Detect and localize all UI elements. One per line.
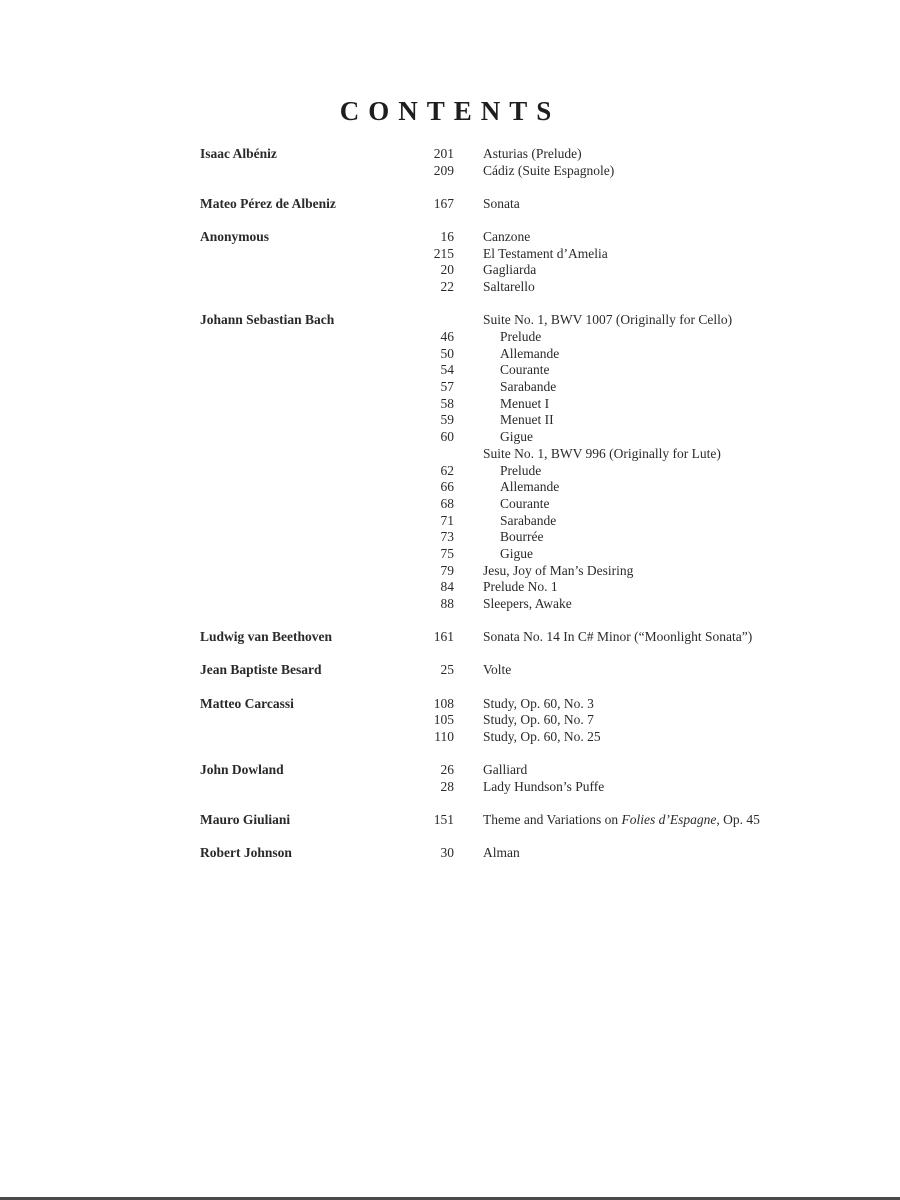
toc-entry[interactable]: [0, 346, 900, 363]
toc-entry[interactable]: [0, 579, 900, 596]
toc-entry[interactable]: [0, 779, 900, 796]
work-title: Sonata: [483, 195, 520, 211]
page-number: 20: [440, 262, 454, 278]
page-number: 201: [433, 146, 454, 161]
work-title: Prelude: [500, 462, 542, 478]
toc-entry[interactable]: [0, 729, 900, 746]
toc-entry[interactable]: [0, 463, 900, 480]
work-title: Prelude No. 1: [483, 579, 558, 595]
composer-group: [0, 229, 900, 296]
page-number: 50: [440, 345, 454, 361]
toc-entry[interactable]: [0, 279, 900, 296]
composer-name: Mateo Pérez de Albeniz: [200, 195, 336, 211]
page-number: 22: [440, 279, 454, 295]
work-title: Menuet I: [500, 395, 550, 411]
work-title: Gigue: [500, 545, 533, 561]
page-number: 73: [440, 529, 454, 545]
page-number: 167: [433, 195, 454, 211]
page-number: 75: [440, 545, 454, 561]
work-title: Bourrée: [500, 529, 544, 545]
work-title-part: , Op. 45: [716, 812, 760, 827]
composer-group: [0, 146, 900, 179]
work-title: Study, Op. 60, No. 25: [483, 728, 601, 744]
toc-entry[interactable]: [0, 812, 900, 829]
page-number: 60: [440, 429, 454, 445]
work-title: Menuet II: [500, 412, 554, 428]
page-number: 58: [440, 395, 454, 411]
toc-entry[interactable]: [0, 396, 900, 413]
toc-entry[interactable]: [0, 262, 900, 279]
work-title: Suite No. 1, BWV 996 (Originally for Lute): [483, 445, 721, 461]
toc-entry[interactable]: [0, 529, 900, 546]
work-title: Prelude: [500, 329, 542, 344]
toc-entry[interactable]: [0, 362, 900, 379]
toc-entry[interactable]: [0, 596, 900, 613]
composer-group: [0, 812, 900, 829]
table-of-contents: [0, 146, 900, 878]
work-title: Sarabande: [500, 512, 557, 528]
toc-entry[interactable]: [0, 329, 900, 346]
page-number: 46: [440, 329, 454, 344]
toc-entry[interactable]: [0, 312, 900, 329]
toc-entry[interactable]: [0, 546, 900, 563]
composer-name: Mauro Giuliani: [200, 812, 291, 827]
toc-entry[interactable]: [0, 479, 900, 496]
composer-name: Robert Johnson: [200, 845, 292, 861]
work-title: Lady Hundson’s Puffe: [483, 778, 605, 794]
page-number: 151: [433, 812, 454, 827]
composer-group: [0, 629, 900, 646]
work-title: Gigue: [500, 429, 533, 445]
toc-entry[interactable]: [0, 845, 900, 862]
work-title-italic-part: Folies d’Espagne: [621, 812, 717, 827]
toc-entry[interactable]: [0, 696, 900, 713]
work-title: Gagliarda: [483, 262, 537, 278]
work-title: Cádiz (Suite Espagnole): [483, 162, 615, 178]
page-number: 28: [440, 778, 454, 794]
page-number: 16: [440, 229, 454, 245]
work-title: Courante: [500, 362, 550, 378]
toc-entry[interactable]: [0, 246, 900, 263]
work-title: Study, Op. 60, No. 7: [483, 712, 594, 728]
page-number: 215: [433, 245, 454, 261]
page-number: 57: [440, 379, 454, 395]
page-number: 68: [440, 495, 454, 511]
page-number: 26: [440, 762, 454, 778]
composer-name: Johann Sebastian Bach: [200, 312, 335, 328]
work-title: Jesu, Joy of Man’s Desiring: [483, 562, 634, 578]
work-title: Sarabande: [500, 379, 557, 395]
toc-entry[interactable]: [0, 146, 900, 163]
work-title: [483, 812, 760, 829]
composer-name: Isaac Albéniz: [200, 146, 277, 161]
page-number: 25: [440, 662, 454, 678]
composer-group: [0, 312, 900, 612]
composer-name: John Dowland: [200, 762, 284, 778]
page-number: 62: [440, 462, 454, 478]
page-number: 110: [434, 728, 454, 744]
work-title: Allemande: [500, 479, 560, 495]
toc-entry[interactable]: [0, 429, 900, 446]
toc-entry[interactable]: [0, 163, 900, 180]
work-title: Canzone: [483, 229, 531, 245]
composer-group: [0, 662, 900, 679]
work-title: Sleepers, Awake: [483, 596, 572, 611]
page-number: 88: [440, 596, 454, 611]
page-number: 54: [440, 362, 454, 378]
page-number: 105: [433, 712, 454, 728]
work-title: Sonata No. 14 In C# Minor (“Moonlight Sonata”): [483, 629, 753, 645]
toc-entry[interactable]: [0, 662, 900, 679]
composer-name: Jean Baptiste Besard: [200, 662, 322, 678]
composer-name: Anonymous: [200, 229, 270, 245]
toc-entry[interactable]: [0, 762, 900, 779]
work-title: Galliard: [483, 762, 528, 778]
page-number: 30: [440, 845, 454, 861]
toc-entry[interactable]: [0, 196, 900, 213]
page-number: 84: [440, 579, 454, 595]
page-number: 108: [433, 695, 454, 711]
work-title: Study, Op. 60, No. 3: [483, 695, 594, 711]
page-number: 79: [440, 562, 454, 578]
toc-entry[interactable]: [0, 712, 900, 729]
work-title: Saltarello: [483, 279, 535, 295]
toc-entry[interactable]: [0, 629, 900, 646]
toc-entry[interactable]: [0, 229, 900, 246]
page-number: 209: [433, 162, 454, 178]
toc-entry[interactable]: [0, 513, 900, 530]
page-number: 161: [433, 629, 454, 645]
toc-entry[interactable]: [0, 446, 900, 463]
page-number: 71: [440, 512, 454, 528]
work-title: Courante: [500, 495, 550, 511]
toc-entry[interactable]: [0, 563, 900, 580]
toc-entry[interactable]: [0, 412, 900, 429]
composer-group: [0, 696, 900, 746]
composer-name: Matteo Carcassi: [200, 695, 294, 711]
work-title: Asturias (Prelude): [483, 146, 582, 161]
composer-group: [0, 762, 900, 795]
work-title: Volte: [483, 662, 512, 678]
work-title: El Testament d’Amelia: [483, 245, 608, 261]
work-title: Suite No. 1, BWV 1007 (Originally for Cello): [483, 312, 733, 328]
page-number: 66: [440, 479, 454, 495]
composer-group: [0, 845, 900, 862]
toc-entry[interactable]: [0, 379, 900, 396]
toc-entry[interactable]: [0, 496, 900, 513]
work-title: Allemande: [500, 345, 560, 361]
composer-name: Ludwig van Beethoven: [200, 629, 333, 645]
page-number: 59: [440, 412, 454, 428]
composer-group: [0, 196, 900, 213]
work-title-part: Theme and Variations on: [483, 812, 622, 827]
work-title: Alman: [483, 845, 520, 861]
page-title: CONTENTS: [339, 96, 561, 126]
